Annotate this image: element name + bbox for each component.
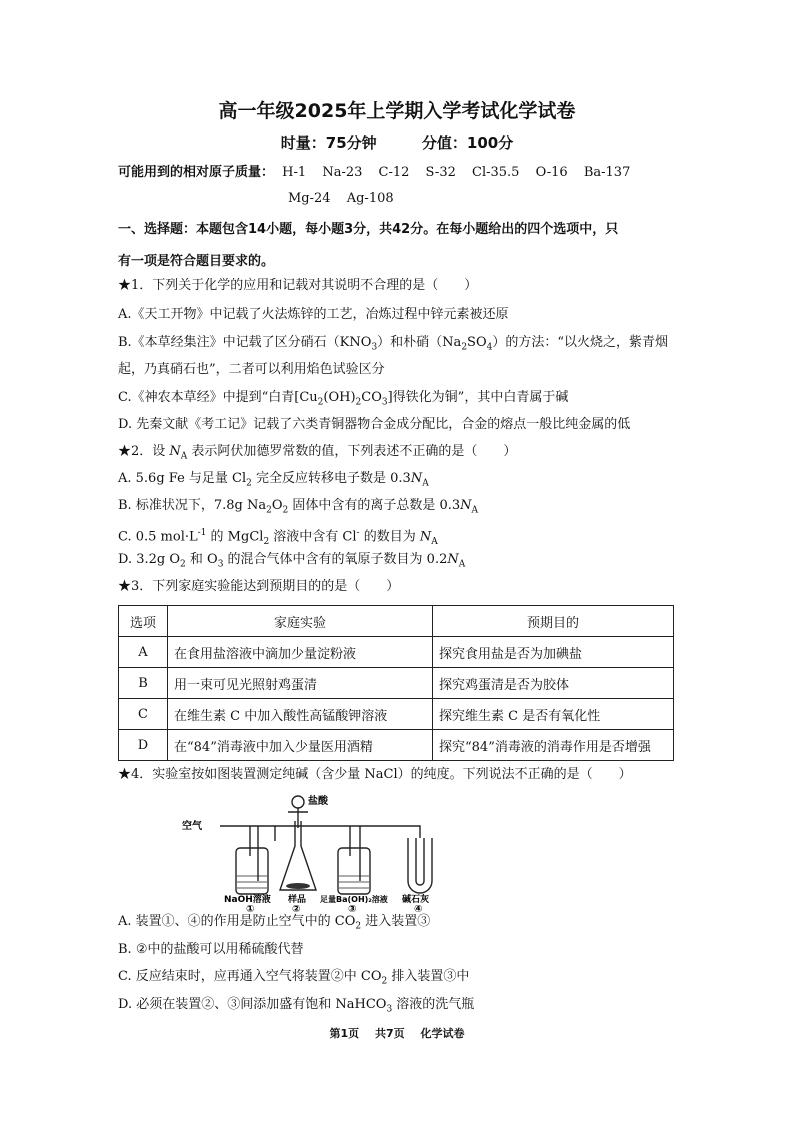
section-heading-cont: 有一项是符合题目要求的。 xyxy=(118,254,275,269)
page-footer: 第1页 共7页 化学试卷 xyxy=(329,1027,465,1040)
atomic-masses-row1: 可能用到的相对原子质量： H-1 Na-23 C-12 S-32 Cl-35.5 O-16 Ba-137 xyxy=(118,165,631,180)
q1-option-b: B.《本草经集注》中记载了区分硝石$(KNO_3)$和朴硝$(Na_2SO_4)$的方法：“以火烧之，紫青烟 xyxy=(118,335,669,353)
label-n1: ① xyxy=(246,904,255,912)
q3-table xyxy=(118,605,674,761)
label-air: 空气 xyxy=(182,821,202,832)
q2-option-c: C. 0.5 $mol\cdot L^{-1}$ 的 MgCl$_2$ 溶液中含有 Cl- 的数目为 $N_A$ xyxy=(118,528,438,547)
label-sample: 样品 xyxy=(288,895,307,905)
exam-score: 分值：100分 xyxy=(421,134,514,152)
label-n2: ② xyxy=(292,904,301,912)
table-row: B 用一束可见光照射鸡蛋清 探究鸡蛋清是否为胶体 xyxy=(119,668,674,699)
q2-stem: ★2．设 $N_A$ 表示阿伏加德罗常数的值，下列表述不正确的是（ ） xyxy=(118,444,517,462)
q2-option-b: B. 标准状况下，7.8g $Na_2O_2$ 固体中含有的离子总数是 $0.3N_A$ xyxy=(118,498,479,516)
label-acid: 盐酸 xyxy=(308,796,328,807)
exam-info xyxy=(0,132,794,153)
q4-stem: ★4．实验室按如图装置测定纯碱（含少量 NaCl）的纯度。下列说法不正确的是（ ） xyxy=(118,767,632,782)
q2-option-a: A. 5.6g Fe 与足量 $Cl_2$ 完全反应转移电子数是 $0.3N_A$ xyxy=(118,471,429,489)
q1-option-b-cont: 起，乃真硝石也”，二者可以利用焰色试验区分 xyxy=(118,362,385,377)
page-title: 高一年级2025年上学期入学考试化学试卷 xyxy=(218,100,576,122)
apparatus-figure xyxy=(180,786,450,912)
table-row: A 在食用盐溶液中滴加少量淀粉液 探究食用盐是否为加碘盐 xyxy=(119,637,674,668)
q4-option-b: B. ②中的盐酸可以用稀硫酸代替 xyxy=(118,942,304,957)
atomic-masses-row2: Mg-24 Ag-108 xyxy=(288,191,394,206)
label-naoh: NaOH溶液 xyxy=(224,895,271,905)
q1-option-a: A.《天工开物》中记载了火法炼锌的工艺，冶炼过程中锌元素被还原 xyxy=(118,307,509,322)
table-row: D 在“84”消毒液中加入少量医用酒精 探究“84”消毒液的消毒作用是否增强 xyxy=(119,730,674,761)
q1-option-d: D. 先秦文献《考工记》记载了六类青铜器物合金成分配比，合金的熔点一般比纯金属的低 xyxy=(118,417,631,432)
q4-option-d: D. 必须在装置②、③间添加盛有饱和 NaHCO$_3$ 溶液的洗气瓶 xyxy=(118,997,475,1015)
label-n3: ③ xyxy=(348,904,357,912)
table-header-row: 选项 家庭实验 预期目的 xyxy=(119,606,674,637)
section-heading: 一、选择题：本题包含14小题，每小题3分，共42分。在每小题给出的四个选项中，只 xyxy=(118,222,619,237)
q4-option-c: C. 反应结束时，应再通入空气将装置②中 $CO_2$ 排入装置③中 xyxy=(118,969,470,987)
q4-option-a: A. 装置①、④的作用是防止空气中的 $CO_2$ 进入装置③ xyxy=(118,914,431,932)
exam-time: 时量：75分钟 xyxy=(280,134,377,152)
q1-stem: ★1．下列关于化学的应用和记载对其说明不合理的是（ ） xyxy=(118,278,478,293)
label-baoh: 足量Ba(OH)₂溶液 xyxy=(320,895,388,904)
label-lime: 碱石灰 xyxy=(402,895,430,905)
q1-option-c: C.《神农本草经》中提到“白青$[Cu_2(OH)_2CO_3]$得铁化为铜”，其中白青属于碱 xyxy=(118,390,569,408)
table-row: C 在维生素 C 中加入酸性高锰酸钾溶液 探究维生素 C 是否有氧化性 xyxy=(119,699,674,730)
q3-stem: ★3．下列家庭实验能达到预期目的的是（ ） xyxy=(118,579,400,594)
q2-option-d: D. 3.2g $O_2$ 和 $O_3$ 的混合气体中含有的氧原子数目为 $0.2N_A$ xyxy=(118,552,466,570)
label-n4: ④ xyxy=(414,904,423,912)
